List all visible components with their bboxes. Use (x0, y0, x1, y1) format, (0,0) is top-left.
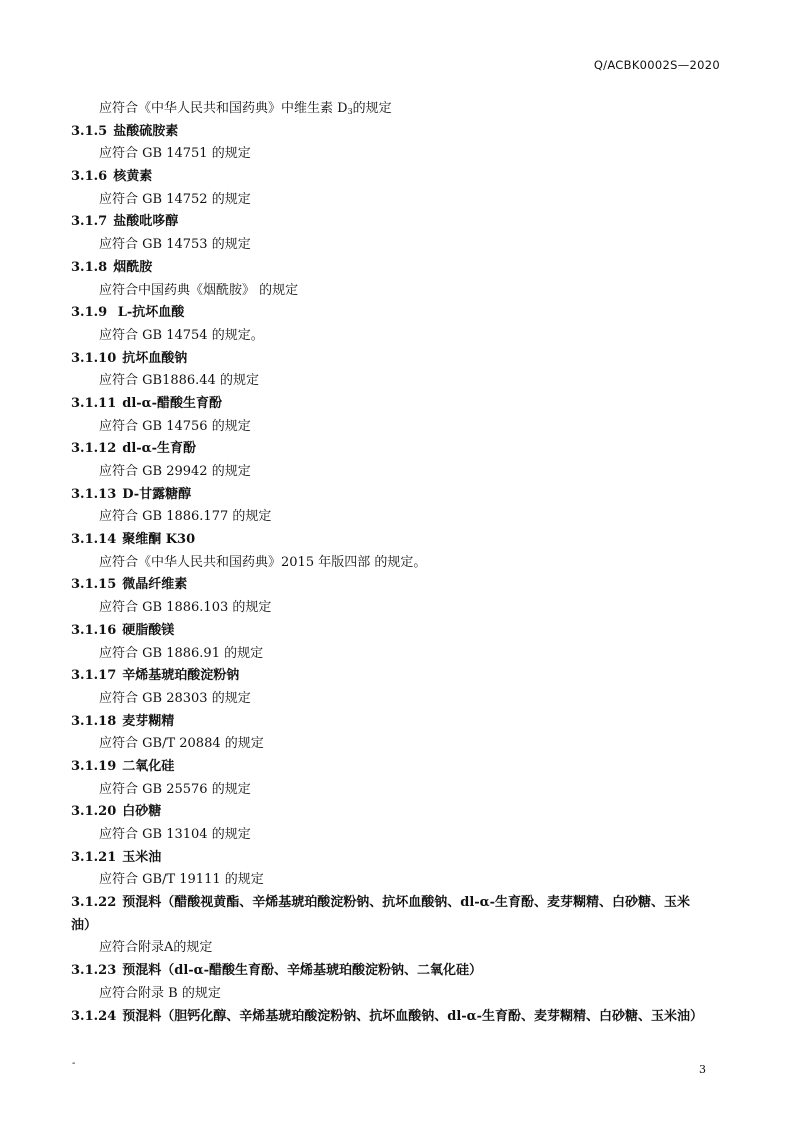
section-number: 3.1.14 (71, 532, 117, 548)
section-title: 白砂糖 (122, 804, 162, 820)
section-title: 玉米油 (122, 849, 162, 865)
section-number: 3.1.8 (71, 259, 108, 275)
section-title: 预混料（醋酸视黄酯、辛烯基琥珀酸淀粉钠、抗坏血酸钠、dl-α-生育酚、麦芽糊精、白砂糖、玉米 (122, 895, 691, 911)
section-body: 应符合 GB 28303 的规定 (99, 690, 251, 706)
section-heading-3-1-23 (71, 960, 725, 983)
spec-items (71, 121, 725, 892)
section-body: 应符合 GB 1886.103 的规定 (99, 600, 272, 616)
section-body: 应符合 GB 13104 的规定 (99, 827, 251, 842)
section-title: 烟酰胺 (113, 259, 153, 275)
section-title: 抗坏血酸钠 (122, 350, 188, 366)
section-title: dl-α-醋酸生育酚 (122, 395, 223, 411)
section-heading (71, 847, 725, 870)
section-title: D-甘露糖醇 (122, 486, 192, 502)
section-heading (71, 756, 725, 779)
section-number: 3.1.9 (71, 305, 108, 321)
section-title: 硬脂酸镁 (122, 622, 175, 638)
section-heading (71, 302, 725, 325)
section-number: 3.1.20 (71, 804, 117, 820)
section-number: 3.1.16 (71, 622, 117, 638)
section-title: 盐酸硫胺素 (113, 123, 179, 139)
section-body: 应符合 GB/T 20884 的规定 (99, 736, 264, 752)
section-body: 应符合 GB 1886.91 的规定 (99, 645, 264, 661)
section-title: 聚维酮 K30 (122, 532, 196, 548)
section-body: 应符合 GB/T 19111 的规定 (99, 872, 264, 888)
section-heading (71, 484, 725, 507)
section-title: L-抗坏血酸 (113, 305, 185, 321)
section-number: 3.1.5 (71, 123, 108, 139)
section-heading (71, 801, 725, 824)
section-heading-3-1-22 (71, 892, 725, 915)
section-number: 3.1.18 (71, 713, 117, 729)
intro-line: 应符合《中华人民共和国药典》中维生素 $D_3$的规定 (99, 101, 392, 116)
section-number: 3.1.12 (71, 441, 117, 457)
section-number: 3.1.15 (71, 577, 117, 593)
section-heading (71, 665, 725, 688)
section-number: 3.1.10 (71, 350, 117, 366)
section-number: 3.1.11 (71, 395, 117, 411)
page-number: 3 (699, 1063, 706, 1076)
section-body: 应符合 GB 14756 的规定 (99, 418, 251, 434)
section-title: 二氧化硅 (122, 758, 175, 774)
section-body: 应符合 GB 25576 的规定 (99, 781, 251, 797)
footer-mark: - (72, 1058, 76, 1069)
section-title: 辛烯基琥珀酸淀粉钠 (122, 668, 240, 684)
section-body: 应符合 GB 14752 的规定 (99, 191, 251, 207)
section-body: 应符合 GB1886.44 的规定 (99, 373, 259, 389)
document-code: Q/ACBK0002S—2020 (593, 58, 720, 72)
section-heading (71, 121, 725, 144)
section-heading (71, 257, 725, 280)
section-number: 3.1.6 (71, 169, 108, 185)
section-title: 预混料（dl-α-醋酸生育酚、辛烯基琥珀酸淀粉钠、二氧化硅） (122, 963, 483, 979)
section-title: dl-α-生育酚 (122, 441, 197, 457)
section-body: 应符合中国药典《烟酰胺》 的规定 (99, 282, 299, 298)
section-body: 应符合《中华人民共和国药典》2015 年版四部 的规定。 (99, 554, 427, 570)
section-heading (71, 438, 725, 461)
section-number: 3.1.24 (71, 1008, 117, 1024)
section-heading (71, 348, 725, 371)
section-body: 应符合 GB 29942 的规定 (99, 464, 251, 479)
section-number: 3.1.19 (71, 758, 117, 774)
section-number: 3.1.13 (71, 486, 117, 502)
section-body: 应符合附录A的规定 (99, 940, 213, 956)
section-heading (71, 166, 725, 189)
section-title: 麦芽糊精 (122, 713, 175, 729)
section-body: 应符合 GB 1886.177 的规定 (99, 509, 272, 525)
section-heading (71, 574, 725, 597)
document-body (71, 98, 725, 1028)
section-title: 预混料（胆钙化醇、辛烯基琥珀酸淀粉钠、抗坏血酸钠、dl-α-生育酚、麦芽糊精、白砂糖、玉米油） (122, 1008, 704, 1024)
section-body: 应符合 GB 14754 的规定。 (99, 327, 264, 343)
section-heading (71, 711, 725, 734)
section-title: 盐酸吡哆醇 (113, 214, 179, 230)
section-heading-3-1-24 (71, 1006, 725, 1029)
section-heading (71, 529, 725, 552)
section-title: 核黄素 (113, 169, 153, 185)
section-heading (71, 211, 725, 234)
section-number: 3.1.23 (71, 963, 117, 979)
section-number: 3.1.21 (71, 849, 117, 865)
section-body: 应符合 GB 14751 的规定 (99, 146, 251, 162)
section-body: 应符合附录 B 的规定 (99, 985, 221, 1001)
section-number: 3.1.22 (71, 895, 117, 911)
section-heading (71, 393, 725, 416)
section-title: 微晶纤维素 (122, 577, 188, 593)
section-body: 应符合 GB 14753 的规定 (99, 237, 251, 253)
section-number: 3.1.7 (71, 214, 108, 230)
section-number: 3.1.17 (71, 668, 117, 684)
section-heading (71, 620, 725, 643)
section-heading-continuation: 油） (71, 917, 98, 933)
